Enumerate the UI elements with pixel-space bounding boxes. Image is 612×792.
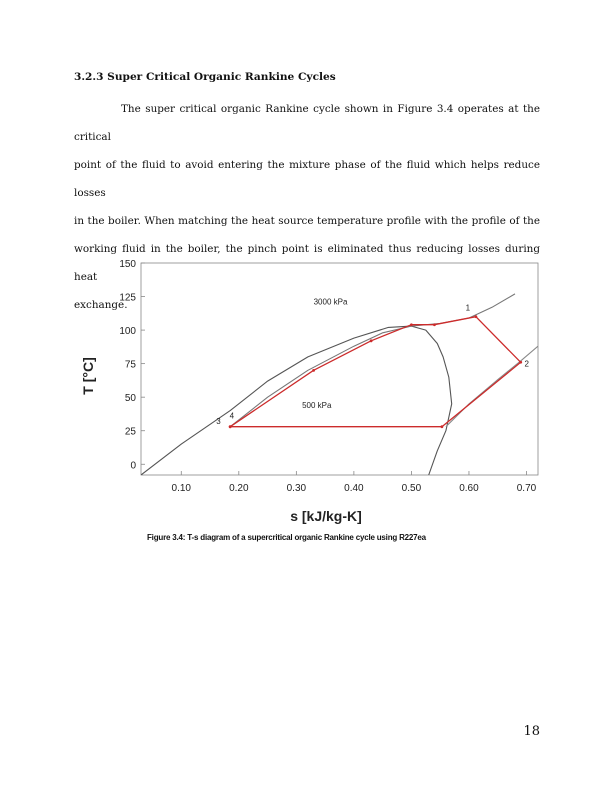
page-number: 18 bbox=[523, 724, 540, 739]
y-tick-label: 150 bbox=[119, 259, 136, 270]
x-tick-label: 0.20 bbox=[229, 483, 249, 494]
cycle-point bbox=[410, 323, 413, 326]
state-point-label: 1 bbox=[465, 303, 471, 313]
section-heading: 3.2.3 Super Critical Organic Rankine Cycles bbox=[74, 71, 336, 83]
x-axis-label: s [kJ/kg-K] bbox=[290, 508, 362, 524]
y-tick-label: 125 bbox=[119, 292, 136, 304]
y-tick-label: 100 bbox=[119, 326, 136, 338]
y-tick-label: 25 bbox=[124, 426, 136, 438]
state-point-label: 3 bbox=[216, 417, 221, 427]
paragraph-line: working fluid in the boiler, the pinch point is eliminated thus reducing losses during heat bbox=[74, 243, 540, 283]
plot-frame bbox=[141, 263, 538, 475]
cycle-point bbox=[474, 315, 477, 318]
pressure-annotation: 3000 kPa bbox=[313, 297, 348, 307]
cycle-point bbox=[433, 323, 436, 326]
y-tick-label: 0 bbox=[130, 460, 136, 472]
x-tick-label: 0.40 bbox=[344, 483, 364, 494]
y-axis-label: T [°C] bbox=[80, 357, 96, 395]
x-tick-label: 0.70 bbox=[516, 483, 537, 494]
x-tick-label: 0.60 bbox=[459, 483, 479, 494]
series-3000-kpa-isobar bbox=[230, 294, 515, 427]
cycle-point bbox=[312, 369, 315, 372]
paragraph-line: point of the fluid to avoid entering the mixture phase of the fluid which helps reduce losses bbox=[74, 159, 540, 199]
figure-caption: Figure 3.4: T-s diagram of a supercritical organic Rankine cycle using R227ea bbox=[147, 533, 426, 542]
ts-diagram-chart bbox=[74, 255, 544, 530]
pressure-annotation: 500 kPa bbox=[302, 400, 332, 410]
x-tick-label: 0.50 bbox=[401, 483, 422, 494]
paragraph-line: exchange. bbox=[74, 299, 128, 311]
series-cycle bbox=[230, 317, 521, 427]
x-tick-label: 0.30 bbox=[286, 483, 307, 494]
series-saturation-dome bbox=[141, 326, 452, 475]
x-tick-label: 0.10 bbox=[171, 483, 192, 494]
y-tick-label: 50 bbox=[124, 393, 136, 405]
y-tick-label: 75 bbox=[124, 359, 136, 371]
paragraph-line: in the boiler. When matching the heat source temperature profile with the profile of the bbox=[74, 215, 540, 227]
paragraph-line: The super critical organic Rankine cycle shown in Figure 3.4 operates at the critical bbox=[74, 103, 540, 143]
cycle-point bbox=[441, 425, 444, 428]
cycle-point bbox=[370, 339, 373, 342]
ts-diagram-figure bbox=[74, 255, 544, 530]
cycle-point bbox=[229, 425, 232, 428]
cycle-point bbox=[519, 361, 522, 364]
state-point-label: 2 bbox=[524, 359, 529, 369]
state-point-label: 4 bbox=[229, 411, 235, 421]
